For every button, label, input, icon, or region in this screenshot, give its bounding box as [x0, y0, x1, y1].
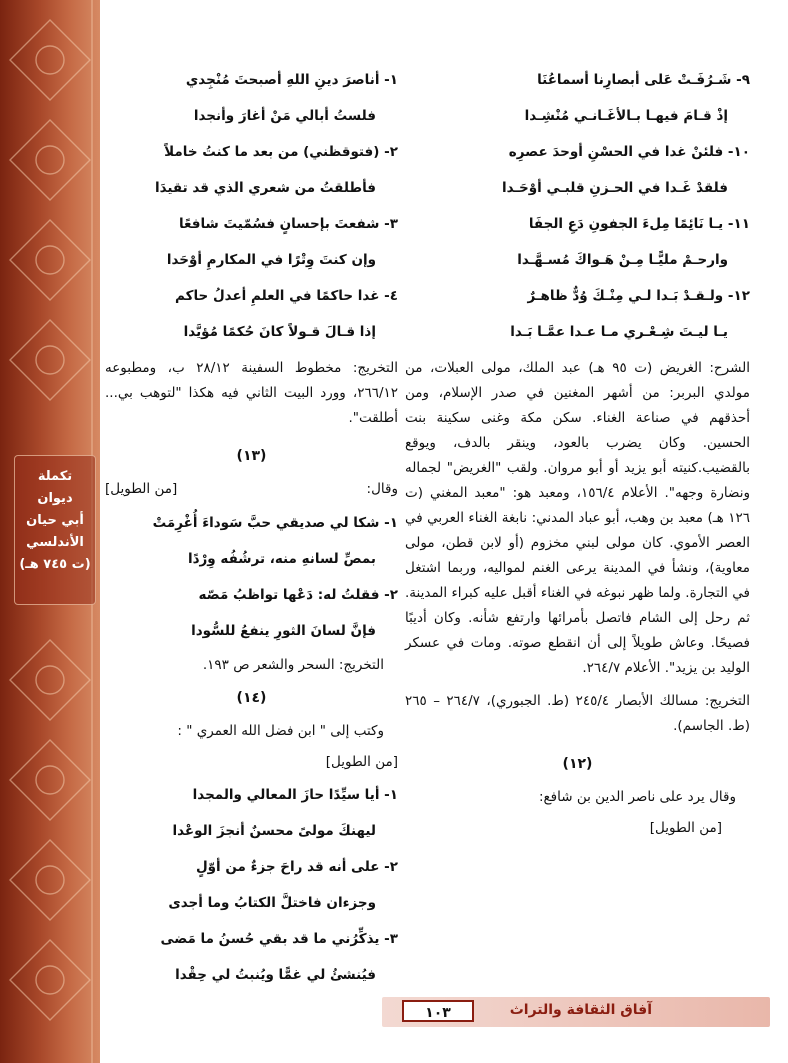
sidebar-line: ديوان [37, 491, 73, 506]
verse-line: ٩- شَـرُفَـتْ عَلى أبصارِنا أسماعُنَا [537, 72, 750, 88]
verse-line: ١٢- ولـقـدْ بَـدا لـي مِنْـكَ وُدٌّ ظاهـرٌ [527, 288, 750, 304]
verse-line: ١٠- فلئنْ غدا في الحسْنِ أوحدَ عصرِه [508, 144, 750, 160]
verse-line: بمصِّ لسانهِ منه، ترشُفُه وِرْدًا [187, 551, 376, 567]
sidebar-line: الأندلسي [26, 535, 84, 550]
poem-meter: [من الطويل] [105, 481, 178, 497]
poem-intro: وكتب إلى " ابن فضل الله العمري " : [177, 723, 384, 739]
poem-meter: [من الطويل] [649, 820, 722, 836]
commentary-paragraph: الشرح: الغريض (ت ٩٥ هـ) عبد الملك، مولى العبلات، من مولدي البربر: من أشهر المغنين في صدر الإسلام، ومن أحذقهم في صناعة الغناء. سكن مكة وغنى سكينة بنت الحسين. وكان يضرب بالعود، وينقر بالدف، ويوقع بالقضيب.كنيته أبو يزيد أو أبو مروان. ولقب "الغريض" لجماله ونضارة وجهه". الأعلام ١٥٦/٤، ومعبد هو: "معبد المغني (ت ١٢٦ هـ) معبد بن وهب، أبو عباد المدني: نابغة الغناء العربي في العصر الأموي. كان مولى لبني مخزوم (أو لابن قطن، مولى معاوية)، ونشأ في المدينة يرعى الغنم لمواليه، وربما اشتغل في التجارة. ولما ظهر نبوغه في الغناء أقبل عليه كبراء المدينة. ثم رحل إلى الشام فاتصل بأمرائها وارتفع شأنه. وكان أديبًا فصيحًا. وعاش طويلاً إلى أن انقطع صوته. ومات في عسكر الوليد بن يزيد". الأعلام ٢٦٤/٧. [405, 360, 750, 676]
takhrij-note: التخريج: مخطوط السفينة ٢٨/١٢ ب، ومطبوعه ٢٦٦/١٢، وورد البيت الثاني فيه هكذا "لتوهب بي... أطلقت". [105, 360, 398, 426]
verse-line: ١- شكا لي صديقي حبَّ سَوداءَ أُغْرِمَتْ [152, 515, 398, 531]
poem-number: (١٢) [562, 756, 593, 772]
verse-line: ٣- يذكِّرُني ما قد بقي حُسنُ ما مَضى [160, 931, 398, 947]
page-number: ١٠٣ [402, 1000, 474, 1022]
verse-line: فلستُ أبالي مَنْ أغارَ وأنجدا [193, 108, 376, 124]
sidebar-title-box [14, 455, 96, 605]
verse-line: فلقدْ غَـدا في الحـزنِ قلبـي أوْحَـدا [501, 180, 728, 196]
page-footer [382, 997, 770, 1027]
sidebar-line: (ت ٧٤٥ هـ) [19, 557, 91, 572]
verse-line: فإنَّ لسانَ الثورِ ينفعُ للسُّودا [191, 623, 376, 639]
poem-intro-row [105, 473, 398, 505]
decorative-sidebar [0, 0, 100, 1063]
verse-line: ١١- يـا نَائِمًا مِلءَ الجفونِ دَعِ الجفَا [528, 216, 750, 232]
poem-number: (١٤) [236, 690, 267, 706]
verse-line: فأطلقتُ من شعري الذي قد تقيدَا [154, 180, 376, 196]
verse-line: ١- أناصرَ دينِ اللهِ أصبحتَ مُنْجِدي [185, 72, 398, 88]
poem-intro: وقال: [366, 481, 398, 497]
left-column [105, 62, 398, 993]
verse-line: ليهنكَ مولىً محسنٌ أنجزَ الوعْدا [172, 823, 376, 839]
verse-line: إذا قـالَ قـولاً كانَ حُكمًا مُؤيَّدا [183, 324, 376, 340]
verse-line: وجزءان فاختلَّ الكتابُ وما أجدى [168, 895, 376, 911]
verse-line: ٢- (فتوقظني) من بعد ما كنتُ خاملاً [164, 144, 398, 160]
verse-line: وإن كنتَ وِتْرًا في المكارمِ أوْحَدا [166, 252, 376, 268]
verse-line: ٢- على أنه قد راحَ جزءٌ من أوّلٍ [195, 859, 398, 875]
verse-line: يـا ليـتَ شِـعْـري مـا عـدا عمَّـا بَـدا [510, 324, 728, 340]
verse-line: ٢- فقلتُ له: دَعْها تواظبُ مَصّه [198, 587, 398, 603]
verse-line: ١- أيا سيِّدًا حازَ المعالي والمجدا [192, 787, 398, 803]
journal-title: آفاق الثقافة والتراث [509, 1002, 652, 1018]
takhrij-note: التخريج: مسالك الأبصار ٢٤٥/٤ (ط. الجبوري)، ٢٦٤/٧ – ٢٦٥ (ط. الجاسم). [405, 693, 750, 734]
verse-line: ٣- شفعتَ بإحسانٍ فسُمّيتَ شافعًا [178, 216, 398, 232]
poem-intro: وقال يرد على ناصر الدين بن شافع: [538, 789, 736, 805]
verse-line: ٤- غدا حاكمًا في العلمِ أعدلُ حاكم [175, 288, 398, 304]
verse-line: وارحـمْ مليًّـا مِـنْ هَـواكَ مُسـهَّـدا [517, 252, 728, 268]
right-column [405, 62, 750, 843]
takhrij-note: التخريج: السحر والشعر ص ١٩٣. [202, 657, 384, 673]
verse-line: إذْ قـامَ فيهـا بـالأغَـانـي مُنْشِـدا [524, 108, 728, 124]
poem-meter: [من الطويل] [325, 754, 398, 770]
verse-line: فيُنشئُ لي غمًّا ويُنبتُ لي حِقْدا [175, 967, 376, 983]
sidebar-line: تكملة [37, 469, 73, 484]
poem-number: (١٣) [236, 448, 267, 464]
sidebar-line: أبي حيان [26, 513, 84, 528]
